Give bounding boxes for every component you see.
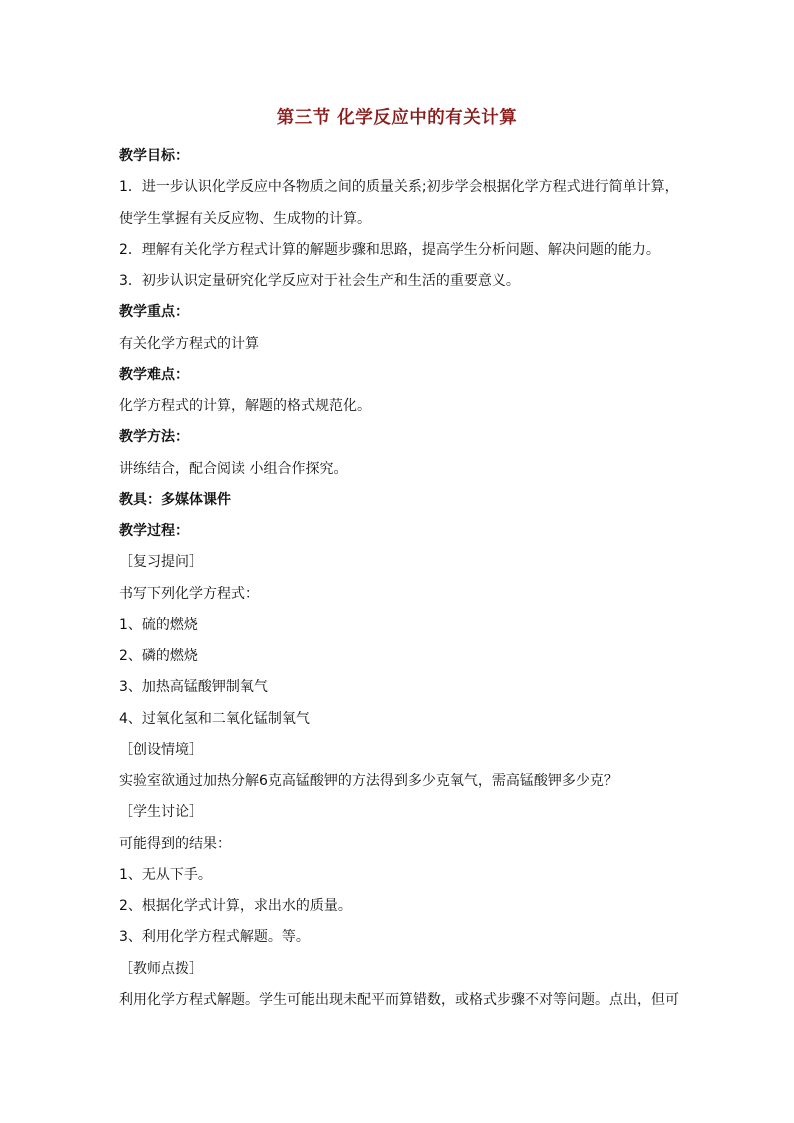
text-line: 2．理解有关化学方程式计算的解题步骤和思路，提高学生分析问题、解决问题的能力。 <box>119 241 660 258</box>
text-line: 1．进一步认识化学反应中各物质之间的质量关系;初步学会根据化学方程式进行简单计算， <box>119 179 679 196</box>
section-heading: 教学难点： <box>119 366 189 383</box>
text-line: 讲练结合，配合阅读 小组合作探究。 <box>119 460 348 477</box>
text-line: 4、过氧化氢和二氧化锰制氧气 <box>119 710 310 727</box>
text-line: 可能得到的结果： <box>119 835 231 852</box>
text-line: 3．初步认识定量研究化学反应对于社会生产和生活的重要意义。 <box>119 273 520 289</box>
text-line: ［学生讨论］ <box>119 804 203 821</box>
text-line: 利用化学方程式解题。学生可能出现未配平而算错数，或格式步骤不对等问题。点出，但可 <box>119 991 679 1008</box>
text-line: 1、无从下手。 <box>119 866 212 883</box>
text-line: 使学生掌握有关反应物、生成物的计算。 <box>119 210 371 227</box>
text-line: 实验室欲通过加热分解6克高锰酸钾的方法得到多少克氧气，需高锰酸钾多少克？ <box>119 773 618 789</box>
text-line: 书写下列化学方程式： <box>119 585 259 602</box>
text-line: ［创设情境］ <box>119 741 203 758</box>
text-line: ［教师点拨］ <box>119 960 203 977</box>
text-line: 2、根据化学式计算，求出水的质量。 <box>119 898 352 914</box>
document-body <box>119 144 689 1019</box>
text-line: 3、加热高锰酸钾制氧气 <box>119 679 268 696</box>
section-heading: 教学目标： <box>119 148 189 164</box>
text-line: 化学方程式的计算，解题的格式规范化。 <box>119 398 371 414</box>
section-heading: 教学重点： <box>119 304 189 321</box>
text-line: 1、硫的燃烧 <box>119 616 198 633</box>
text-line: ［复习提问］ <box>119 554 203 571</box>
document-title: 第三节 化学反应中的有关计算 <box>276 108 518 128</box>
section-heading: 教学方法： <box>119 429 189 446</box>
text-line: 有关化学方程式的计算 <box>119 335 259 352</box>
section-heading: 教学过程： <box>119 523 189 539</box>
section-heading: 教具：多媒体课件 <box>119 491 231 508</box>
text-line: 2、磷的燃烧 <box>119 648 198 664</box>
text-line: 3、利用化学方程式解题。等。 <box>119 929 310 946</box>
